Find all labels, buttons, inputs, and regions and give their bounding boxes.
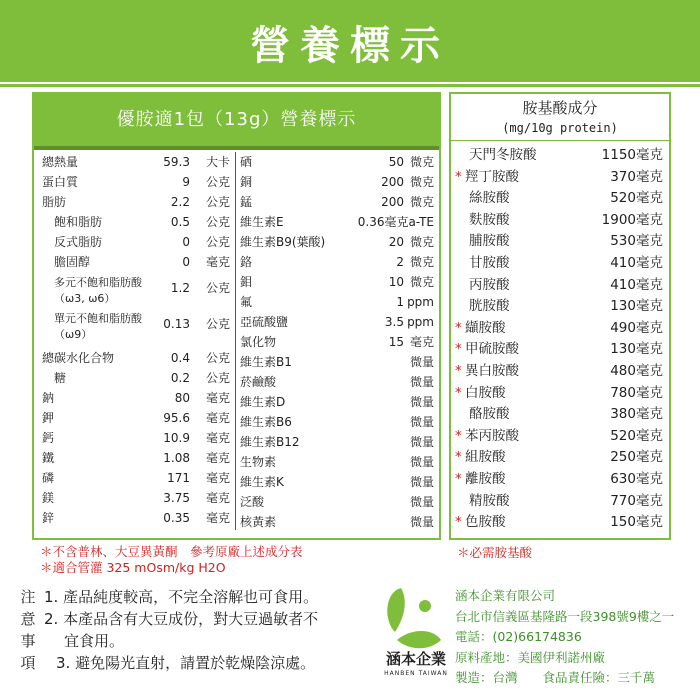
nutrient-label: 鈣 (42, 431, 55, 445)
nutrient-unit: 微量 (409, 375, 434, 389)
essential-star: * (455, 319, 462, 336)
nutrient-label: 維生素B1 (240, 355, 292, 369)
nutrient-label: 糖 (54, 371, 67, 385)
nutrient-unit: ppm (407, 295, 434, 309)
nutrient-unit: 公克 (206, 235, 231, 249)
nutrient-value: 95.6 (163, 411, 190, 425)
amino-row (451, 144, 669, 166)
amino-row (451, 382, 669, 404)
nutrient-value: 2 (396, 255, 404, 269)
nutrition-row (240, 472, 434, 492)
nutrient-value: 50 (388, 155, 404, 169)
nutrition-table-header: 優胺適1包（13g）營養標示 (34, 94, 439, 150)
precaution-item-3: 3. 避免陽光直射，請置於乾燥陰涼處。 (56, 654, 316, 672)
nutrient-unit: 公克 (206, 351, 231, 365)
nutrient-value: 1 (396, 295, 404, 309)
amino-name: 絲胺酸 (469, 190, 510, 207)
nutrition-row (42, 508, 230, 528)
company-info (455, 586, 674, 689)
amino-header-divider (451, 140, 669, 141)
nutrient-label: 膽固醇 (54, 255, 91, 269)
nutrition-row (240, 392, 434, 412)
amino-row (451, 468, 669, 490)
nutrient-unit: 微量 (409, 455, 434, 469)
nutrient-value: 0 (182, 255, 190, 269)
amino-name: 丙胺酸 (469, 276, 510, 293)
nutrient-value: 10 (388, 275, 404, 289)
nutrient-label: 亞硫酸鹽 (240, 315, 289, 329)
amino-value: 490毫克 (610, 319, 663, 336)
nutrient-label: 錳 (240, 195, 253, 209)
nutrition-row (240, 312, 434, 332)
nutrient-unit: 微克 (409, 235, 434, 249)
nutrient-unit: 微克 (409, 255, 434, 269)
nutrient-unit: 毫克 (206, 511, 231, 525)
amino-row (451, 490, 669, 512)
nutrient-unit: 微克 (409, 275, 434, 289)
nutrient-unit: 公克 (206, 195, 231, 209)
nutrition-row (42, 448, 230, 468)
essential-star: * (455, 384, 462, 401)
nutrient-value: 59.3 (163, 155, 190, 169)
company-origin: 原料產地：美國伊利諾州廠 (455, 649, 606, 665)
nutrient-unit: 毫克 (206, 411, 231, 425)
nutrient-value: 9 (182, 175, 190, 189)
nutrient-label: 鈉 (42, 391, 55, 405)
amino-value: 410毫克 (610, 276, 663, 293)
nutrient-value: 0.35 (163, 511, 190, 525)
amino-value: 1150毫克 (601, 147, 663, 163)
nutrition-row (240, 232, 434, 252)
amino-value: 130毫克 (610, 341, 663, 358)
nutrient-value: 15 (388, 335, 404, 349)
amino-table-subtitle: (mg/10g protein) (502, 121, 618, 135)
nutrient-label: 維生素D (240, 395, 286, 409)
amino-value: 480毫克 (610, 363, 663, 379)
nutrient-label: 維生素E (240, 215, 284, 229)
nutrient-label: 脂肪 (42, 195, 67, 209)
amino-row (451, 274, 669, 296)
nutrient-value: 0 (182, 235, 190, 249)
nutrient-value: 1.2 (170, 281, 190, 295)
nutrition-row (42, 388, 230, 408)
nutrient-unit: 公克 (206, 281, 231, 295)
amino-row (451, 166, 669, 188)
nutrient-label: 泛酸 (240, 495, 265, 509)
amino-value: 380毫克 (610, 406, 663, 423)
nutrient-label: 鐵 (42, 451, 55, 465)
nutrient-value: 0.5 (170, 215, 190, 229)
nutrition-row (240, 192, 434, 212)
nutrition-row (42, 274, 230, 308)
nutrition-row (240, 272, 434, 292)
amino-row (451, 425, 669, 447)
essential-amino-footnote: ＊必需胺基酸 (457, 545, 533, 560)
nutrition-row (42, 428, 230, 448)
nutrient-value: 1.08 (163, 451, 190, 465)
precautions-heading-char: 注 (20, 588, 36, 606)
nutrient-label: 飽和脂肪 (54, 215, 103, 229)
nutrient-label: 蛋白質 (42, 175, 79, 189)
amino-value: 530毫克 (610, 233, 663, 250)
nutrient-unit: 微克 (409, 155, 434, 169)
nutrition-row (42, 212, 230, 232)
nutrition-row (240, 512, 434, 532)
amino-name: 羥丁胺酸 (465, 168, 519, 185)
precaution-item-2: 2. 本產品含有大豆成份，對大豆過敏者不 (44, 610, 319, 628)
nutrition-row (240, 172, 434, 192)
nutrient-unit: 公克 (206, 175, 231, 189)
nutrient-unit: 毫克 (409, 335, 434, 349)
essential-star: * (455, 427, 462, 444)
nutrition-row (42, 408, 230, 428)
nutrient-label: 反式脂肪 (54, 235, 103, 249)
amino-name: 白胺酸 (465, 384, 506, 401)
essential-star: * (455, 514, 462, 531)
nutrient-value: 80 (174, 391, 190, 405)
precautions-heading-char: 意 (20, 610, 36, 628)
amino-name: 脯胺酸 (469, 233, 510, 250)
nutrient-value: 20 (388, 235, 404, 249)
amino-name: 異白胺酸 (465, 363, 519, 379)
amino-value: 780毫克 (610, 384, 663, 401)
nutrition-row (240, 372, 434, 392)
nutrient-value: 3.75 (163, 491, 190, 505)
nutrient-value: 0.4 (170, 351, 190, 365)
nutrient-label: 多元不飽和脂肪酸（ω3, ω6） (54, 276, 142, 305)
amino-name: 纈胺酸 (465, 319, 506, 336)
footnote-purine: ＊不含普林、大豆異黃酮 參考原廠上述成分表 (40, 544, 303, 559)
nutrient-unit: 毫克 (206, 255, 231, 269)
amino-row (451, 403, 669, 425)
nutrient-value: 0.36毫克a-TE (357, 215, 434, 229)
amino-name: 酪胺酸 (469, 406, 510, 423)
amino-value: 410毫克 (610, 255, 663, 271)
logo-english: HANBEN TAIWAN (384, 670, 448, 677)
company-address: 台北市信義區基隆路一段398號9樓之一 (455, 608, 675, 624)
nutrient-unit: 微量 (409, 475, 434, 489)
nutrient-label: 總碳水化合物 (42, 351, 115, 365)
amino-name: 麩胺酸 (469, 211, 510, 228)
amino-name: 甲硫胺酸 (465, 341, 519, 358)
nutrient-label: 磷 (42, 471, 55, 485)
amino-table-title: 胺基酸成分 (522, 99, 598, 117)
nutrient-label: 鎂 (42, 491, 55, 505)
nutrition-row (240, 332, 434, 352)
amino-row (451, 446, 669, 468)
amino-value: 370毫克 (610, 168, 663, 185)
precautions-heading (20, 586, 36, 674)
nutrient-label: 氟 (240, 295, 253, 309)
precaution-item-1: 1. 產品純度較高，不完全溶解也可食用。 (44, 588, 319, 606)
amino-value: 770毫克 (610, 492, 663, 509)
nutrient-value: 200 (381, 175, 404, 189)
nutrient-label: 鉻 (240, 255, 253, 269)
nutrition-row (42, 172, 230, 192)
amino-name: 天門冬胺酸 (469, 147, 537, 163)
nutrient-unit: 微克 (409, 175, 434, 189)
amino-value: 1900毫克 (601, 211, 663, 228)
nutrient-label: 總熱量 (42, 155, 79, 169)
nutrition-row (240, 412, 434, 432)
nutrient-label: 維生素B9(葉酸) (240, 235, 326, 249)
nutrient-label: 核黃素 (240, 515, 277, 529)
amino-value: 150毫克 (610, 514, 663, 531)
nutrient-value: 10.9 (163, 431, 190, 445)
nutrition-row (240, 212, 434, 232)
amino-row (451, 230, 669, 252)
nutrient-label: 鉬 (240, 275, 253, 289)
nutrient-unit: 公克 (206, 215, 231, 229)
nutrition-row (240, 152, 434, 172)
nutrient-label: 維生素K (240, 475, 284, 489)
nutrition-row (240, 252, 434, 272)
nutrition-row (42, 348, 230, 368)
company-phone: 電話：(02)66174836 (455, 629, 582, 644)
amino-row (451, 295, 669, 317)
amino-value: 520毫克 (610, 190, 663, 207)
amino-row (451, 317, 669, 339)
nutrient-unit: 微量 (409, 495, 434, 509)
nutrient-label: 硒 (240, 155, 253, 169)
nutrient-unit: 公克 (206, 371, 231, 385)
nutrition-row (240, 432, 434, 452)
essential-star: * (455, 168, 462, 185)
nutrient-unit: 公克 (206, 317, 231, 331)
amino-value: 130毫克 (610, 298, 663, 315)
column-divider (235, 152, 236, 530)
amino-name: 離胺酸 (465, 471, 506, 487)
page-title: 營養標示 (250, 22, 450, 69)
nutrient-label: 氯化物 (240, 335, 277, 349)
nutrition-row (42, 252, 230, 272)
nutrient-value: 0.2 (170, 371, 190, 385)
nutrition-row (42, 192, 230, 212)
precaution-item-2-continued: 宜食用。 (64, 632, 125, 650)
title-banner (0, 0, 700, 88)
nutrient-unit: 毫克 (206, 451, 231, 465)
nutrient-value: 3.5 (384, 315, 404, 329)
nutrient-unit: 毫克 (206, 431, 231, 445)
amino-row (451, 187, 669, 209)
amino-acid-table (449, 92, 671, 540)
nutrient-unit: 毫克 (206, 471, 231, 485)
nutrient-value: 0.13 (163, 317, 190, 331)
footnote-osmolality: ＊適合管灌 325 mOsm/kg H2O (40, 560, 226, 575)
nutrition-row (42, 232, 230, 252)
essential-star: * (455, 449, 462, 466)
essential-star: * (455, 363, 462, 379)
company-logo (381, 580, 451, 690)
nutrition-row (240, 352, 434, 372)
nutrient-unit: 微量 (409, 435, 434, 449)
nutrient-label: 生物素 (240, 455, 277, 469)
nutrient-label: 銅 (240, 175, 253, 189)
amino-name: 甘胺酸 (469, 255, 510, 271)
nutrient-unit: 微克 (409, 195, 434, 209)
nutrient-unit: 毫克 (206, 391, 231, 405)
nutrient-value: 200 (381, 195, 404, 209)
nutrient-unit: 微量 (409, 355, 434, 369)
nutrition-row (240, 452, 434, 472)
amino-value: 630毫克 (610, 471, 663, 487)
nutrition-table (32, 92, 441, 540)
amino-name: 組胺酸 (465, 449, 506, 466)
nutrient-unit: 微量 (409, 415, 434, 429)
nutrient-unit: 微量 (409, 515, 434, 529)
essential-star: * (455, 471, 462, 487)
nutrition-row (42, 310, 230, 344)
nutrient-label: 維生素B6 (240, 415, 292, 429)
nutrient-value: 171 (167, 471, 190, 485)
company-name: 涵本企業有限公司 (455, 588, 556, 603)
nutrient-unit: ppm (407, 315, 434, 329)
nutrition-row (240, 492, 434, 512)
nutrient-value: 2.2 (170, 195, 190, 209)
nutrient-label: 鉀 (42, 411, 55, 425)
precautions-heading-char: 事 (20, 632, 36, 650)
amino-name: 胱胺酸 (469, 298, 510, 315)
precautions-heading-char: 項 (20, 654, 36, 672)
amino-name: 色胺酸 (465, 514, 506, 531)
amino-value: 250毫克 (610, 449, 663, 466)
amino-row (451, 338, 669, 360)
essential-star: * (455, 341, 462, 358)
nutrition-row (42, 488, 230, 508)
nutrient-label: 鋅 (42, 511, 55, 525)
nutrition-row (240, 292, 434, 312)
nutrient-label: 維生素B12 (240, 435, 300, 449)
nutrient-label: 菸鹼酸 (240, 375, 277, 389)
nutrient-unit: 毫克 (206, 491, 231, 505)
company-manufacture: 製造：台灣 食品責任險：三千萬 (455, 670, 656, 685)
amino-row (451, 511, 669, 533)
logo-name: 涵本企業 (385, 650, 446, 668)
amino-value: 520毫克 (610, 427, 663, 444)
nutrient-unit: 微量 (409, 395, 434, 409)
amino-name: 精胺酸 (469, 492, 510, 509)
amino-row (451, 252, 669, 274)
nutrient-label: 單元不飽和脂肪酸（ω9） (54, 312, 142, 341)
nutrient-unit: 大卡 (206, 155, 231, 169)
nutrition-row (42, 368, 230, 388)
amino-name: 苯丙胺酸 (465, 427, 519, 444)
amino-row (451, 209, 669, 231)
nutrition-row (42, 468, 230, 488)
banner-underline (0, 84, 700, 87)
nutrition-row (42, 152, 230, 172)
amino-row (451, 360, 669, 382)
